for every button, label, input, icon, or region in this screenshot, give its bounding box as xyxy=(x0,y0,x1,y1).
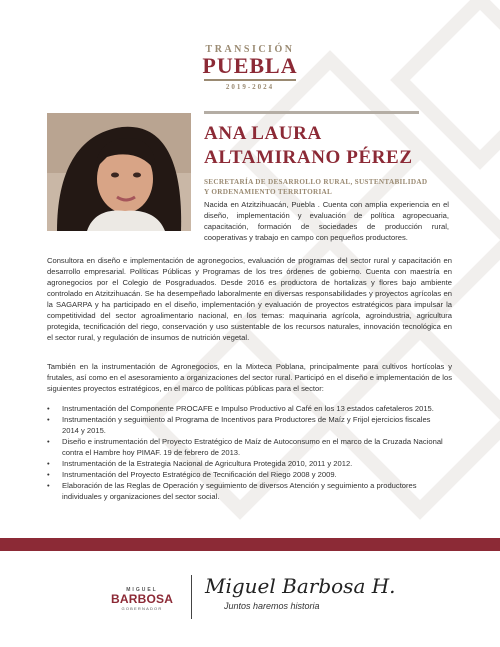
name-line-2: ALTAMIRANO PÉREZ xyxy=(204,147,413,168)
header-rule xyxy=(204,111,419,114)
logo-top-text: TRANSICIÓN xyxy=(205,44,295,55)
logo-main-text: PUEBLA xyxy=(202,53,298,78)
tagline: Juntos haremos historia xyxy=(224,601,320,611)
secretaria-line-1: SECRETARÍA DE DESARROLLO RURAL, SUSTENTABILIDAD xyxy=(204,178,428,186)
footer-divider xyxy=(191,575,192,619)
list-item: • Instrumentación de la Estrategia Nacional de Agricultura Protegida 2010, 2011 y 2012. xyxy=(47,458,447,469)
barbosa-logo xyxy=(111,587,173,611)
intro-paragraph: Nacida en Atzitzihuacán, Puebla . Cuenta con amplia experiencia en el diseño, implementación y evaluación de política agropecuaria, capacitación, formación de sociedades de producción rural, cooperativas y trabajo en campo con pequeños productores. xyxy=(204,200,449,242)
list-item: • Instrumentación del Componente PROCAFE e Impulso Productivo al Café en los 13 estados cafetaleros 2015. xyxy=(47,403,447,414)
person-name xyxy=(204,122,413,170)
list-item: • Elaboración de las Reglas de Operación y seguimiento de diversos Atención y seguimiento a productores individuales y organizaciones del sector social. xyxy=(47,480,447,502)
name-line-1: ANA LAURA xyxy=(204,123,322,144)
logo-years: 2019-2024 xyxy=(225,82,275,91)
list-item: • Instrumentación y seguimiento al Programa de Incentivos para Productores de Maíz y Frijol ejercicios fiscales 2014 y 2015. xyxy=(47,414,447,436)
projects-list xyxy=(47,403,447,502)
footer xyxy=(0,551,500,647)
bio-paragraph-1: Consultora en diseño e implementación de agronegocios, evaluación de programas del sector rural y capacitación en desarrollo empresarial. Políticas Públicas y Programas de los tres órdenes de gobierno. Cuenta con maestría en agronegocios por el Colegio de Posgraduados. Desde 2016 es productora de hortalizas y flores bajo ambiente controlado en Atzitzihuacán. Se ha desempeñado laboralmente en diversas responsabilidades y proyectos agrícolas en la SAGARPA y ha participado en el diseño, implementación y evaluación de proyectos estratégicos para impulsar la competitividad del sector agroalimentario nacional, en los temas: maquinaria agrícola, agroindustria, agricultura protegida, tecnificación del riego, conservación y uso sustentable de los recursos naturales, innovación tecnológica en el sector rural, y regulación de insumos de nutrición vegetal. xyxy=(47,256,452,342)
secretaria-line-2: Y ORDENAMIENTO TERRITORIAL xyxy=(204,188,333,196)
bio-paragraph-2: También en la instrumentación de Agronegocios, en la Mixteca Poblana, principalmente para cultivos hortícolas y frutales, así como en el asesoramiento a organizaciones del sector rural. Participó en el diseño e implementación de los siguientes proyectos estratégicos, en el marco de políticas públicas para el sector: xyxy=(47,362,452,393)
list-item: • Instrumentación del Proyecto Estratégico de Tecnificación del Riego 2008 y 2009. xyxy=(47,469,447,480)
barbosa-logo-main: BARBOSA xyxy=(111,592,174,606)
transicion-puebla-logo xyxy=(190,44,310,91)
secretaria-title xyxy=(204,177,444,197)
barbosa-logo-sub: GOBERNADOR xyxy=(121,606,163,611)
signature: Miguel Barbosa H. xyxy=(205,574,396,598)
list-item: • Diseño e instrumentación del Proyecto Estratégico de Maíz de Autoconsumo en el marco de la Cruzada Nacional contra el Hambre hoy PIMAF. 19 de febrero de 2013. xyxy=(47,436,447,458)
logo-divider xyxy=(204,79,296,81)
barbosa-logo-top: MIGUEL xyxy=(126,587,158,593)
profile-photo xyxy=(47,113,191,231)
footer-band xyxy=(0,538,500,551)
